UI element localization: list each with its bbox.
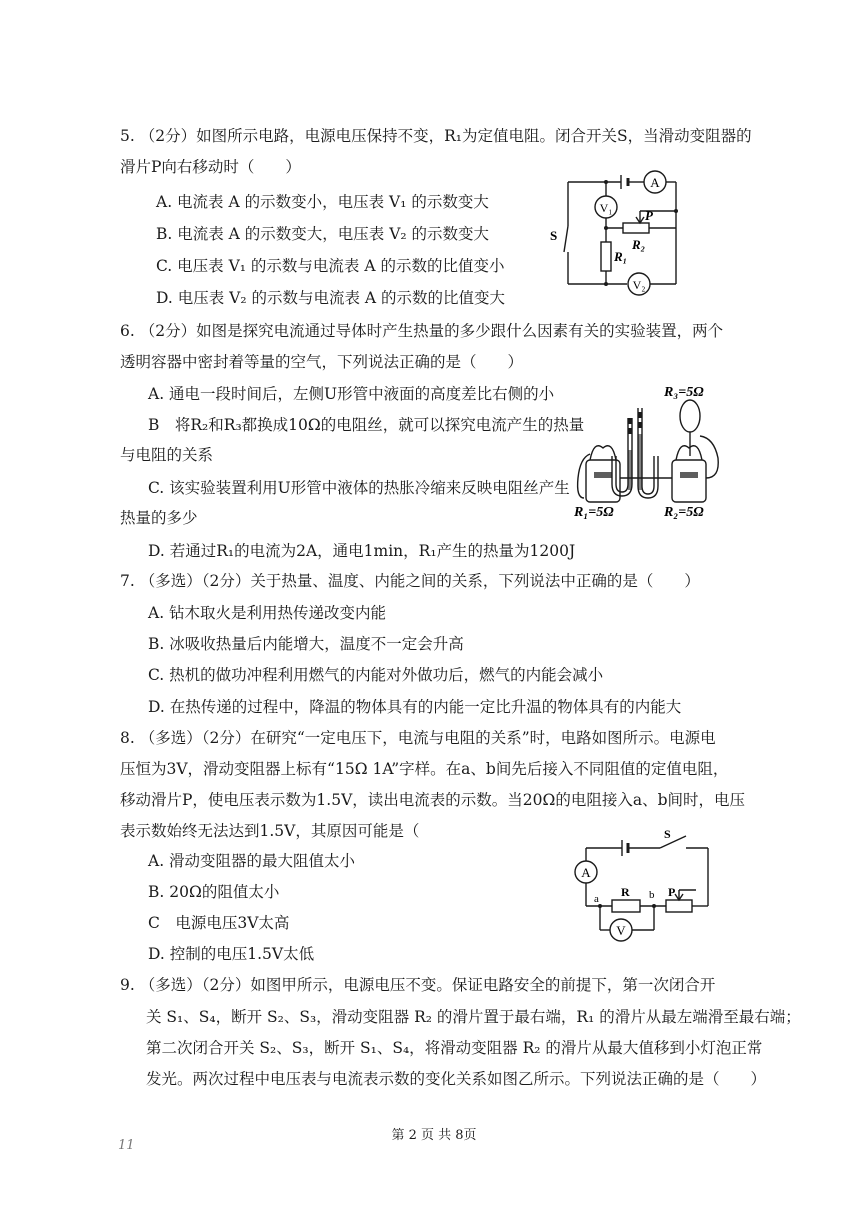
r1-label: R₁=5Ω bbox=[574, 505, 614, 520]
r2-label: R₂ bbox=[632, 237, 646, 252]
page-number-footer: 第 2 页 共 8页 bbox=[391, 1128, 477, 1143]
q6-stem-line1: 6. （2分）如图是探究电流通过导体时产生热量的多少跟什么因素有关的实验装置，两个 bbox=[120, 322, 724, 340]
r1-label: R₁ bbox=[614, 249, 628, 264]
q8-option-a[interactable]: A. 滑动变阻器的最大阻值太小 bbox=[148, 852, 356, 870]
switch-s-label: S bbox=[664, 827, 671, 841]
q6-option-a[interactable]: A. 通电一段时间后，左侧U形管中液面的高度差比右侧的小 bbox=[148, 385, 555, 403]
q7-option-a[interactable]: A. 钻木取火是利用热传递改变内能 bbox=[148, 604, 387, 622]
q6-option-b-line1[interactable]: B 将R₂和R₃都换成10Ω的电阻丝，就可以探究电流产生的热量 bbox=[148, 416, 585, 434]
q8-circuit-diagram bbox=[568, 826, 718, 956]
q6-option-b-line2: 与电阻的关系 bbox=[120, 446, 214, 464]
q8-stem-line1: 8. （多选）（2分）在研究“一定电压下，电流与电阻的关系”时，电路如图所示。电源电 bbox=[120, 729, 716, 747]
q8-option-b[interactable]: B. 20Ω的阻值太小 bbox=[148, 883, 280, 901]
ammeter-label: A bbox=[581, 865, 591, 880]
q6-stem-line2: 透明容器中密封着等量的空气，下列说法正确的是（ ） bbox=[120, 353, 524, 371]
q8-stem-line4: 表示数始终无法达到1.5V，其原因可能是（ bbox=[120, 822, 420, 840]
q9-stem-line1: 9. （多选）（2分）如图甲所示，电源电压不变。保证电路安全的前提下，第一次闭合开 bbox=[120, 976, 716, 994]
q7-option-b[interactable]: B. 冰吸收热量后内能增大，温度不一定会升高 bbox=[148, 635, 464, 653]
corner-mark: 11 bbox=[118, 1138, 135, 1153]
q5-option-c[interactable]: C. 电压表 V₁ 的示数与电流表 A 的示数的比值变小 bbox=[156, 257, 505, 275]
q8-stem-line2: 压恒为3V，滑动变阻器上标有“15Ω 1A”字样。在a、b间先后接入不同阻值的定值电阻， bbox=[120, 760, 729, 778]
terminal-b-label: b bbox=[649, 889, 655, 901]
terminal-a-label: a bbox=[594, 893, 599, 905]
q5-option-d[interactable]: D. 电压表 V₂ 的示数与电流表 A 的示数的比值变大 bbox=[156, 289, 506, 307]
q7-stem: 7. （多选）（2分）关于热量、温度、内能之间的关系，下列说法中正确的是（ ） bbox=[120, 572, 700, 590]
q9-stem-line2: 关 S₁、S₄，断开 S₂、S₃，滑动变阻器 R₂ 的滑片置于最右端，R₁ 的滑片从最左端滑至最右端； bbox=[146, 1008, 801, 1026]
q5-stem-line1: 5. （2分）如图所示电路，电源电压保持不变，R₁为定值电阻。闭合开关S，当滑动变阻器的 bbox=[120, 127, 752, 145]
q7-option-c[interactable]: C. 热机的做功冲程利用燃气的内能对外做功后，燃气的内能会减小 bbox=[148, 666, 604, 684]
slider-p-label: P bbox=[645, 208, 653, 223]
resistor-r-label: R bbox=[621, 885, 630, 899]
r3-label: R₃=5Ω bbox=[664, 385, 704, 400]
r2-label: R₂=5Ω bbox=[664, 505, 704, 520]
q5-circuit-diagram bbox=[548, 168, 688, 298]
q6-option-c-line2: 热量的多少 bbox=[120, 509, 198, 527]
voltmeter-v2-label: V₂ bbox=[632, 278, 646, 292]
q5-option-b[interactable]: B. 电流表 A 的示数变大，电压表 V₂ 的示数变大 bbox=[156, 225, 490, 243]
q6-option-d[interactable]: D. 若通过R₁的电流为2A，通电1min，R₁产生的热量为1200J bbox=[148, 542, 576, 560]
q8-option-d[interactable]: D. 控制的电压1.5V太低 bbox=[148, 945, 315, 963]
q5-stem-line2: 滑片P向右移动时（ ） bbox=[120, 158, 301, 176]
q8-option-c[interactable]: C 电源电压3V太高 bbox=[148, 914, 290, 932]
q9-stem-line4: 发光。两次过程中电压表与电流表示数的变化关系如图乙所示。下列说法正确的是（ ） bbox=[146, 1070, 767, 1088]
q6-apparatus-diagram bbox=[572, 378, 732, 520]
q5-option-a[interactable]: A. 电流表 A 的示数变小，电压表 V₁ 的示数变大 bbox=[156, 193, 489, 211]
q8-stem-line3: 移动滑片P，使电压表示数为1.5V，读出电流表的示数。当20Ω的电阻接入a、b间时，电压 bbox=[120, 791, 746, 809]
voltmeter-v1-label: V₁ bbox=[599, 201, 613, 215]
ammeter-label: A bbox=[650, 175, 660, 190]
q9-stem-line3: 第二次闭合开关 S₂、S₃，断开 S₁、S₄，将滑动变阻器 R₂ 的滑片从最大值移到小灯泡正常 bbox=[146, 1039, 763, 1057]
slider-p-label: P bbox=[668, 885, 676, 899]
voltmeter-label: V bbox=[616, 923, 626, 938]
q7-option-d[interactable]: D. 在热传递的过程中，降温的物体具有的内能一定比升温的物体具有的内能大 bbox=[148, 698, 682, 716]
switch-s-label: S bbox=[550, 228, 558, 243]
q6-option-c-line1[interactable]: C. 该实验装置利用U形管中液体的热胀冷缩来反映电阻丝产生 bbox=[148, 479, 570, 497]
